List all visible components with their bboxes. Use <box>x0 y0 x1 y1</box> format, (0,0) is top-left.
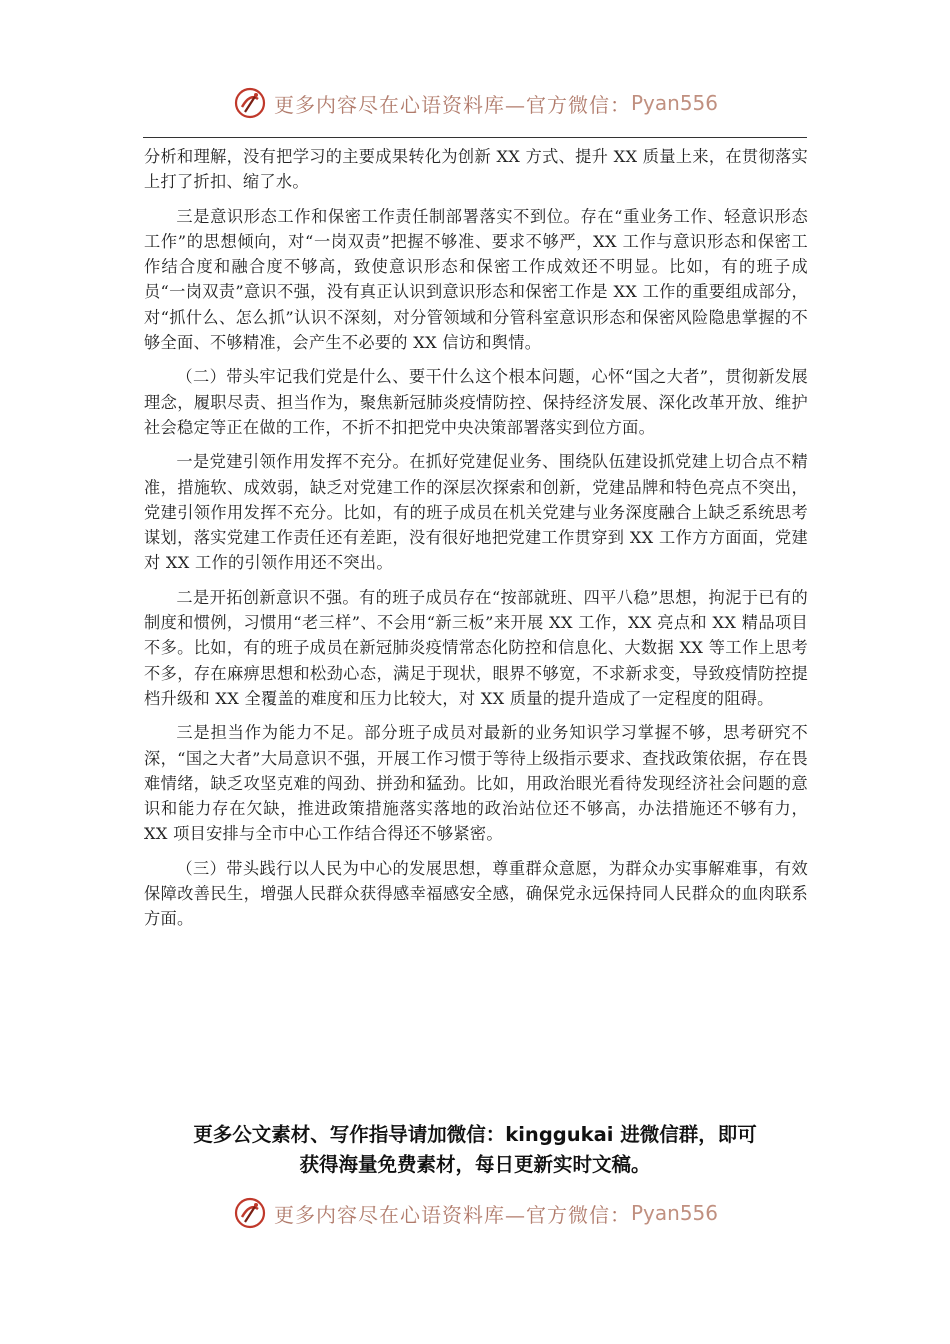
watermark-text: 更多内容尽在心语资料库—官方微信： <box>273 92 631 117</box>
promo-line-1: 更多公文素材、写作指导请加微信：kinggukai 进微信群，即可 <box>193 1123 757 1146</box>
paragraph: （三）带头践行以人民为中心的发展思想，尊重群众意愿，为群众办实事解难事，有效保障改善民生，增强人民群众获得感幸福感安全感，确保党永远保持同人民群众的血肉联系方面。 <box>144 858 808 929</box>
header-watermark <box>0 83 950 123</box>
promo-notice <box>0 1120 950 1180</box>
document-body <box>144 144 808 941</box>
header-divider <box>143 137 807 138</box>
paragraph: 分析和理解，没有把学习的主要成果转化为创新 XX 方式、提升 XX 质量上来，在贯彻落实上打了折扣、缩了水。 <box>144 147 808 192</box>
paragraph: 三是担当作为能力不足。部分班子成员对最新的业务知识学习掌握不够，思考研究不深，“国之大者”大局意识不强，开展工作习惯于等待上级指示要求、查找政策依据，存在畏难情绪，缺乏攻坚克难的闯劲、拼劲和猛劲。比如，用政治眼光看待发现经济社会问题的意识和能力存在欠缺，推进政策措施落实落地的政治站位还不够高，办法措施还不够有力，XX 项目安排与全市中心工作结合得还不够紧密。 <box>144 723 808 844</box>
watermark-text: 更多内容尽在心语资料库—官方微信： <box>273 1202 631 1227</box>
watermark-wechat-id: Pyan556 <box>630 91 718 115</box>
promo-line-2: 获得海量免费素材，每日更新实时文稿。 <box>299 1153 651 1176</box>
logo-icon <box>232 1195 268 1231</box>
paragraph: 二是开拓创新意识不强。有的班子成员存在“按部就班、四平八稳”思想，拘泥于已有的制度和惯例，习惯用“老三样”、不会用“新三板”来开展 XX 工作，XX 亮点和 XX 精品项目不多。比如，有的班子成员在新冠肺炎疫情常态化防控和信息化、大数据 XX 等工作上思考不多，存在麻痹思想和松劲心态，满足于现状，眼界不够宽，不求新求变，导致疫情防控提档升级和 XX 全覆盖的难度和压力比较大，对 XX 质量的提升造成了一定程度的阻碍。 <box>144 587 808 708</box>
logo-icon <box>232 85 268 121</box>
watermark-wechat-id: Pyan556 <box>630 1201 718 1225</box>
paragraph: （二）带头牢记我们党是什么、要干什么这个根本问题，心怀“国之大者”，贯彻新发展理念，履职尽责、担当作为，聚焦新冠肺炎疫情防控、保持经济发展、深化改革开放、维护社会稳定等正在做的工作，不折不扣把党中央决策部署落实到位方面。 <box>144 367 808 437</box>
footer-watermark <box>0 1193 950 1233</box>
paragraph: 一是党建引领作用发挥不充分。在抓好党建促业务、围绕队伍建设抓党建上切合点不精准，措施软、成效弱，缺乏对党建工作的深层次探索和创新，党建品牌和特色亮点不突出，党建引领作用发挥不充分。比如，有的班子成员在机关党建与业务深度融合上缺乏系统思考谋划，落实党建工作责任还有差距，没有很好地把党建工作贯穿到 XX 工作方方面面，党建对 XX 工作的引领作用还不突出。 <box>144 452 808 573</box>
paragraph: 三是意识形态工作和保密工作责任制部署落实不到位。存在“重业务工作、轻意识形态工作”的思想倾向，对“一岗双责”把握不够准、要求不够严，XX 工作与意识形态和保密工作结合度和融合度不够高，致使意识形态和保密工作成效还不明显。比如，有的班子成员“一岗双责”意识不强，没有真正认识到意识形态和保密工作是 XX 工作的重要组成部分，对“抓什么、怎么抓”认识不深刻，对分管领域和分管科室意识形态和保密风险隐患掌握的不够全面、不够精准，会产生不必要的 XX 信访和舆情。 <box>144 206 808 353</box>
